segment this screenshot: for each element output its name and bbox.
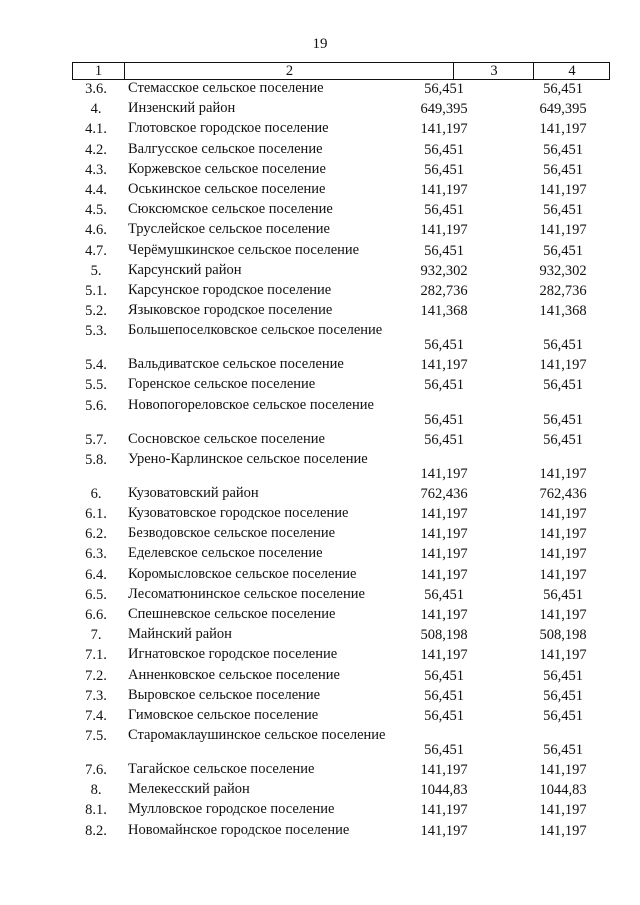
row-value-col4: 56,451	[543, 687, 583, 704]
table-row	[72, 801, 610, 821]
row-number: 5.	[90, 262, 102, 279]
row-number: 4.3.	[85, 161, 107, 178]
row-value-col4: 1044,83	[539, 782, 587, 799]
row-name: Инзенский район	[128, 100, 236, 117]
row-value-col3: 141,197	[420, 762, 468, 779]
row-name: Анненковское сельское поселение	[128, 666, 340, 683]
row-value-col3: 141,197	[420, 546, 468, 563]
row-name: Выровское сельское поселение	[128, 686, 321, 703]
table-row	[72, 451, 610, 485]
row-value-col4: 56,451	[543, 242, 583, 259]
row-number: 4.2.	[85, 141, 107, 158]
header-col-4: 4	[533, 63, 610, 79]
row-value-col4: 141,197	[539, 506, 587, 522]
row-value-col4: 56,451	[543, 667, 583, 684]
row-value-col3: 56,451	[424, 202, 464, 219]
row-value-col3: 56,451	[424, 337, 464, 354]
row-value-col3: 508,198	[420, 627, 468, 644]
table-row	[72, 100, 610, 120]
row-value-col3: 141,197	[420, 121, 468, 138]
row-value-col3: 1044,83	[420, 782, 468, 799]
row-number: 5.6.	[85, 397, 107, 414]
row-value-col3: 282,736	[420, 282, 468, 299]
row-value-col4: 141,197	[539, 465, 587, 482]
table-row	[72, 646, 610, 666]
page-number: 19	[312, 36, 328, 52]
row-number: 8.	[90, 782, 102, 799]
row-number: 7.4.	[85, 707, 107, 724]
row-value-col3: 56,451	[424, 141, 464, 158]
row-value-col4: 56,451	[543, 337, 583, 354]
row-value-col4: 56,451	[543, 707, 583, 724]
row-value-col3: 762,436	[420, 485, 468, 502]
row-value-col4: 56,451	[543, 411, 583, 428]
row-value-col4: 141,197	[539, 822, 587, 839]
row-number: 8.2.	[85, 822, 107, 839]
table-row	[72, 181, 610, 201]
row-number: 4.7.	[85, 242, 107, 259]
table-row	[72, 566, 610, 586]
row-number: 7.	[90, 627, 102, 644]
row-name: Спешневское сельское поселение	[128, 605, 336, 622]
row-value-col4: 56,451	[543, 141, 583, 158]
row-value-col3: 141,197	[420, 822, 468, 839]
table-row	[72, 687, 610, 707]
table-row	[72, 221, 610, 241]
table-row	[72, 376, 610, 396]
row-name: Черёмушкинское сельское поселение	[128, 241, 360, 258]
row-value-col3: 56,451	[424, 242, 464, 259]
row-number: 6.2.	[85, 526, 107, 543]
header-col-1: 1	[94, 63, 103, 79]
row-name: Коржевское сельское поселение	[128, 160, 326, 177]
row-value-col3: 141,197	[420, 526, 468, 543]
table-body	[72, 80, 610, 842]
row-value-col3: 56,451	[424, 81, 464, 97]
row-value-col4: 141,197	[539, 121, 587, 138]
row-number: 5.2.	[85, 303, 107, 320]
table-row	[72, 262, 610, 282]
table-row	[72, 120, 610, 140]
row-value-col3: 649,395	[420, 101, 468, 118]
row-value-col4: 141,197	[539, 606, 587, 623]
table-row	[72, 80, 610, 100]
row-value-col4: 141,197	[539, 222, 587, 239]
row-value-col4: 141,197	[539, 526, 587, 543]
row-name: Сюксюмское сельское поселение	[128, 201, 333, 218]
row-value-col3: 141,197	[420, 357, 468, 374]
row-name: Вальдиватское сельское поселение	[128, 356, 344, 373]
row-number: 5.3.	[85, 323, 107, 340]
row-number: 6.3.	[85, 546, 107, 563]
row-number: 4.1.	[85, 121, 107, 138]
row-name: Лесоматюнинское сельское поселение	[128, 585, 365, 602]
row-name: Большепоселковское сельское поселение	[128, 322, 383, 339]
row-value-col4: 141,197	[539, 546, 587, 563]
table-row	[72, 606, 610, 626]
row-value-col3: 56,451	[424, 377, 464, 394]
row-value-col3: 56,451	[424, 411, 464, 428]
table-row	[72, 525, 610, 545]
table-row	[72, 586, 610, 606]
row-name: Урено-Карлинское сельское поселение	[128, 450, 368, 467]
row-number: 8.1.	[85, 802, 107, 819]
table-row	[72, 242, 610, 262]
row-name: Гимовское сельское поселение	[128, 706, 319, 723]
table-row	[72, 626, 610, 646]
row-value-col3: 141,197	[420, 506, 468, 522]
row-number: 6.	[90, 485, 102, 502]
table-row	[72, 356, 610, 376]
row-value-col3: 141,197	[420, 606, 468, 623]
row-value-col4: 56,451	[543, 161, 583, 178]
row-name: Сосновское сельское поселение	[128, 430, 325, 447]
table-row	[72, 822, 610, 842]
row-name: Глотовское городское поселение	[128, 120, 329, 137]
row-name: Тагайское сельское поселение	[128, 761, 315, 778]
row-number: 7.2.	[85, 667, 107, 684]
table-row	[72, 282, 610, 302]
row-name: Карсунское городское поселение	[128, 281, 332, 298]
row-value-col3: 141,197	[420, 647, 468, 664]
row-value-col3: 141,197	[420, 802, 468, 819]
table-row	[72, 545, 610, 565]
table-header	[72, 62, 610, 80]
row-number: 7.1.	[85, 647, 107, 664]
row-value-col3: 56,451	[424, 431, 464, 448]
table-row	[72, 727, 610, 761]
row-name: Языковское городское поселение	[128, 302, 333, 319]
row-value-col3: 141,197	[420, 181, 468, 198]
row-value-col4: 56,451	[543, 586, 583, 603]
row-name: Валгусское сельское поселение	[128, 140, 323, 157]
row-value-col4: 141,197	[539, 647, 587, 664]
row-value-col3: 56,451	[424, 667, 464, 684]
row-number: 3.6.	[85, 81, 107, 97]
row-name: Горенское сельское поселение	[128, 376, 316, 393]
row-value-col4: 141,197	[539, 802, 587, 819]
row-name: Игнатовское городское поселение	[128, 646, 338, 663]
header-col-3: 3	[453, 63, 534, 79]
row-number: 5.1.	[85, 282, 107, 299]
row-value-col4: 141,197	[539, 357, 587, 374]
row-value-col3: 141,197	[420, 566, 468, 583]
table-row	[72, 761, 610, 781]
row-value-col4: 56,451	[543, 742, 583, 759]
row-name: Стемасское сельское поселение	[128, 80, 324, 96]
table-row	[72, 505, 610, 525]
row-number: 4.5.	[85, 202, 107, 219]
row-name: Еделевское сельское поселение	[128, 545, 323, 562]
row-name: Кузоватовское городское поселение	[128, 505, 349, 521]
row-name: Новопогореловское сельское поселение	[128, 396, 374, 413]
row-number: 5.4.	[85, 357, 107, 374]
row-name: Майнский район	[128, 626, 232, 643]
row-number: 4.	[90, 101, 102, 118]
table-row	[72, 322, 610, 356]
row-value-col4: 141,197	[539, 181, 587, 198]
row-value-col4: 141,368	[539, 303, 587, 320]
row-number: 7.3.	[85, 687, 107, 704]
row-number: 7.5.	[85, 728, 107, 745]
row-value-col3: 56,451	[424, 586, 464, 603]
row-value-col3: 141,197	[420, 465, 468, 482]
row-value-col4: 141,197	[539, 762, 587, 779]
row-name: Труслейское сельское поселение	[128, 221, 330, 238]
row-value-col4: 932,302	[539, 262, 587, 279]
table-row	[72, 707, 610, 727]
table-row	[72, 201, 610, 221]
row-value-col3: 56,451	[424, 707, 464, 724]
row-name: Безводовское сельское поселение	[128, 525, 336, 542]
table-row	[72, 431, 610, 451]
row-number: 4.6.	[85, 222, 107, 239]
row-number: 6.1.	[85, 506, 107, 522]
row-value-col3: 141,197	[420, 222, 468, 239]
row-value-col3: 141,368	[420, 303, 468, 320]
row-value-col4: 56,451	[543, 202, 583, 219]
row-value-col3: 932,302	[420, 262, 468, 279]
row-value-col3: 56,451	[424, 687, 464, 704]
row-value-col4: 56,451	[543, 377, 583, 394]
table-row	[72, 781, 610, 801]
table-row	[72, 161, 610, 181]
row-number: 5.8.	[85, 451, 107, 468]
row-value-col4: 508,198	[539, 627, 587, 644]
row-name: Старомаклаушинское сельское поселение	[128, 727, 386, 744]
row-number: 6.4.	[85, 566, 107, 583]
row-value-col3: 56,451	[424, 161, 464, 178]
row-number: 6.5.	[85, 586, 107, 603]
row-name: Новомайнское городское поселение	[128, 821, 350, 838]
row-number: 5.7.	[85, 431, 107, 448]
row-name: Оськинское сельское поселение	[128, 180, 326, 197]
table-row	[72, 141, 610, 161]
row-value-col4: 56,451	[543, 81, 583, 97]
header-col-2: 2	[124, 63, 454, 79]
row-value-col4: 56,451	[543, 431, 583, 448]
row-number: 4.4.	[85, 181, 107, 198]
row-value-col3: 56,451	[424, 742, 464, 759]
row-value-col4: 649,395	[539, 101, 587, 118]
row-value-col4: 282,736	[539, 282, 587, 299]
table-row	[72, 302, 610, 322]
row-number: 6.6.	[85, 606, 107, 623]
row-value-col4: 141,197	[539, 566, 587, 583]
row-name: Кузоватовский район	[128, 484, 259, 501]
row-number: 5.5.	[85, 377, 107, 394]
table-row	[72, 667, 610, 687]
row-name: Коромысловское сельское поселение	[128, 565, 357, 582]
table-row	[72, 397, 610, 431]
row-value-col4: 762,436	[539, 485, 587, 502]
table-row	[72, 485, 610, 505]
row-name: Мулловское городское поселение	[128, 801, 335, 818]
row-name: Мелекесский район	[128, 781, 250, 798]
row-name: Карсунский район	[128, 261, 242, 278]
row-number: 7.6.	[85, 762, 107, 779]
